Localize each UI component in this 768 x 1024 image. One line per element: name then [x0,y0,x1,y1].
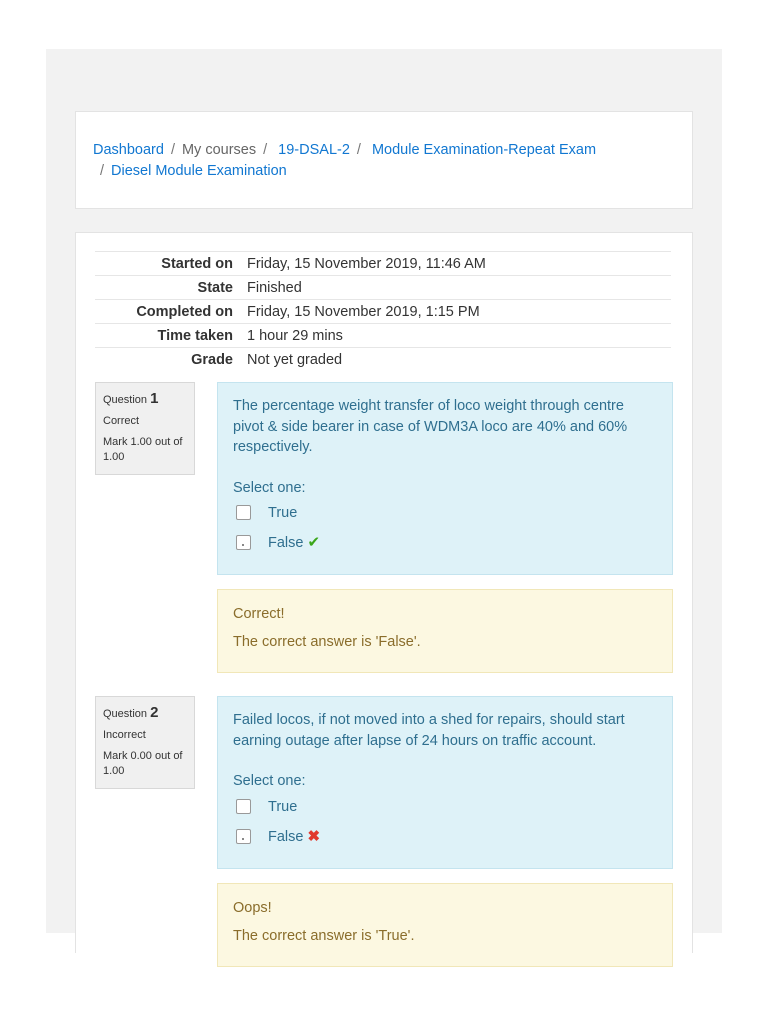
summary-value: 1 hour 29 mins [247,324,671,348]
answer-checkbox-selected[interactable] [236,535,251,550]
answer-checkbox[interactable] [236,505,251,520]
question-text: The percentage weight transfer of loco weight through centre pivot & side bearer in case of WDM3A loco are 40% and 60% respectively. [233,398,628,455]
select-one-label: Select one: [233,479,306,496]
summary-label: Started on [95,252,247,276]
answer-label: True [268,798,298,815]
feedback-title: Correct! [233,606,285,622]
question-1-content [217,382,673,575]
summary-value: Friday, 15 November 2019, 1:15 PM [247,300,671,324]
answer-checkbox[interactable] [236,799,251,814]
check-icon: ✔ [307,534,321,551]
breadcrumb-card [75,111,693,209]
question-number: 2 [150,704,159,721]
answer-option-false[interactable] [233,530,657,558]
summary-row-started [95,252,671,276]
cross-icon: ✖ [307,827,321,845]
summary-label: State [95,276,247,300]
feedback-correct-answer: The correct answer is 'True'. [233,928,415,944]
breadcrumb-separator: / [356,142,361,158]
question-status: Correct [103,415,140,427]
breadcrumb-quiz[interactable]: Diesel Module Examination [111,163,287,179]
question-prefix: Question [103,394,148,406]
answer-option-false[interactable] [233,824,657,852]
breadcrumb [93,140,653,182]
select-one-label: Select one: [233,773,306,789]
answer-checkbox-selected[interactable] [236,829,251,844]
attempt-summary-table [95,251,671,371]
summary-value: Finished [247,276,671,300]
summary-row-grade [95,348,671,372]
question-2-content [217,696,673,869]
quiz-review-card [75,232,693,953]
feedback-correct-answer: The correct answer is 'False'. [233,634,421,650]
answer-option-true[interactable] [233,794,657,822]
page-frame [46,49,722,944]
question-number: 1 [150,390,159,407]
answer-option-true[interactable] [233,500,657,528]
answer-label: True [268,505,298,521]
summary-label: Time taken [95,324,247,348]
breadcrumb-separator: / [100,163,105,179]
question-mark: Mark 1.00 out of 1.00 [103,436,183,463]
answer-label-wrap [268,827,320,848]
question-2-feedback [217,883,673,967]
answer-label-wrap [268,533,320,554]
answer-label: False [268,828,304,845]
breadcrumb-my-courses: My courses [181,142,257,158]
breadcrumb-separator: / [170,142,175,158]
question-2-info [95,696,195,789]
breadcrumb-separator: / [263,142,268,158]
question-1-feedback [217,589,673,673]
question-1-info [95,382,195,475]
summary-value: Friday, 15 November 2019, 11:46 AM [247,252,671,276]
question-text: Failed locos, if not moved into a shed for repairs, should start earning outage after lapse of 24 hours on traffic account. [233,712,625,749]
breadcrumb-section[interactable]: Module Examination-Repeat Exam [371,142,597,158]
answer-label: False [268,535,304,551]
summary-label: Grade [95,348,247,372]
question-prefix: Question [103,708,148,720]
summary-row-state [95,276,671,300]
summary-value: Not yet graded [247,348,671,372]
summary-row-completed [95,300,671,324]
breadcrumb-course[interactable]: 19-DSAL-2 [278,142,350,158]
feedback-title: Oops! [233,900,272,916]
question-status: Incorrect [103,729,146,741]
summary-row-time-taken [95,324,671,348]
question-mark: Mark 0.00 out of 1.00 [103,750,183,777]
summary-label: Completed on [95,300,247,324]
breadcrumb-dashboard[interactable]: Dashboard [93,142,164,158]
